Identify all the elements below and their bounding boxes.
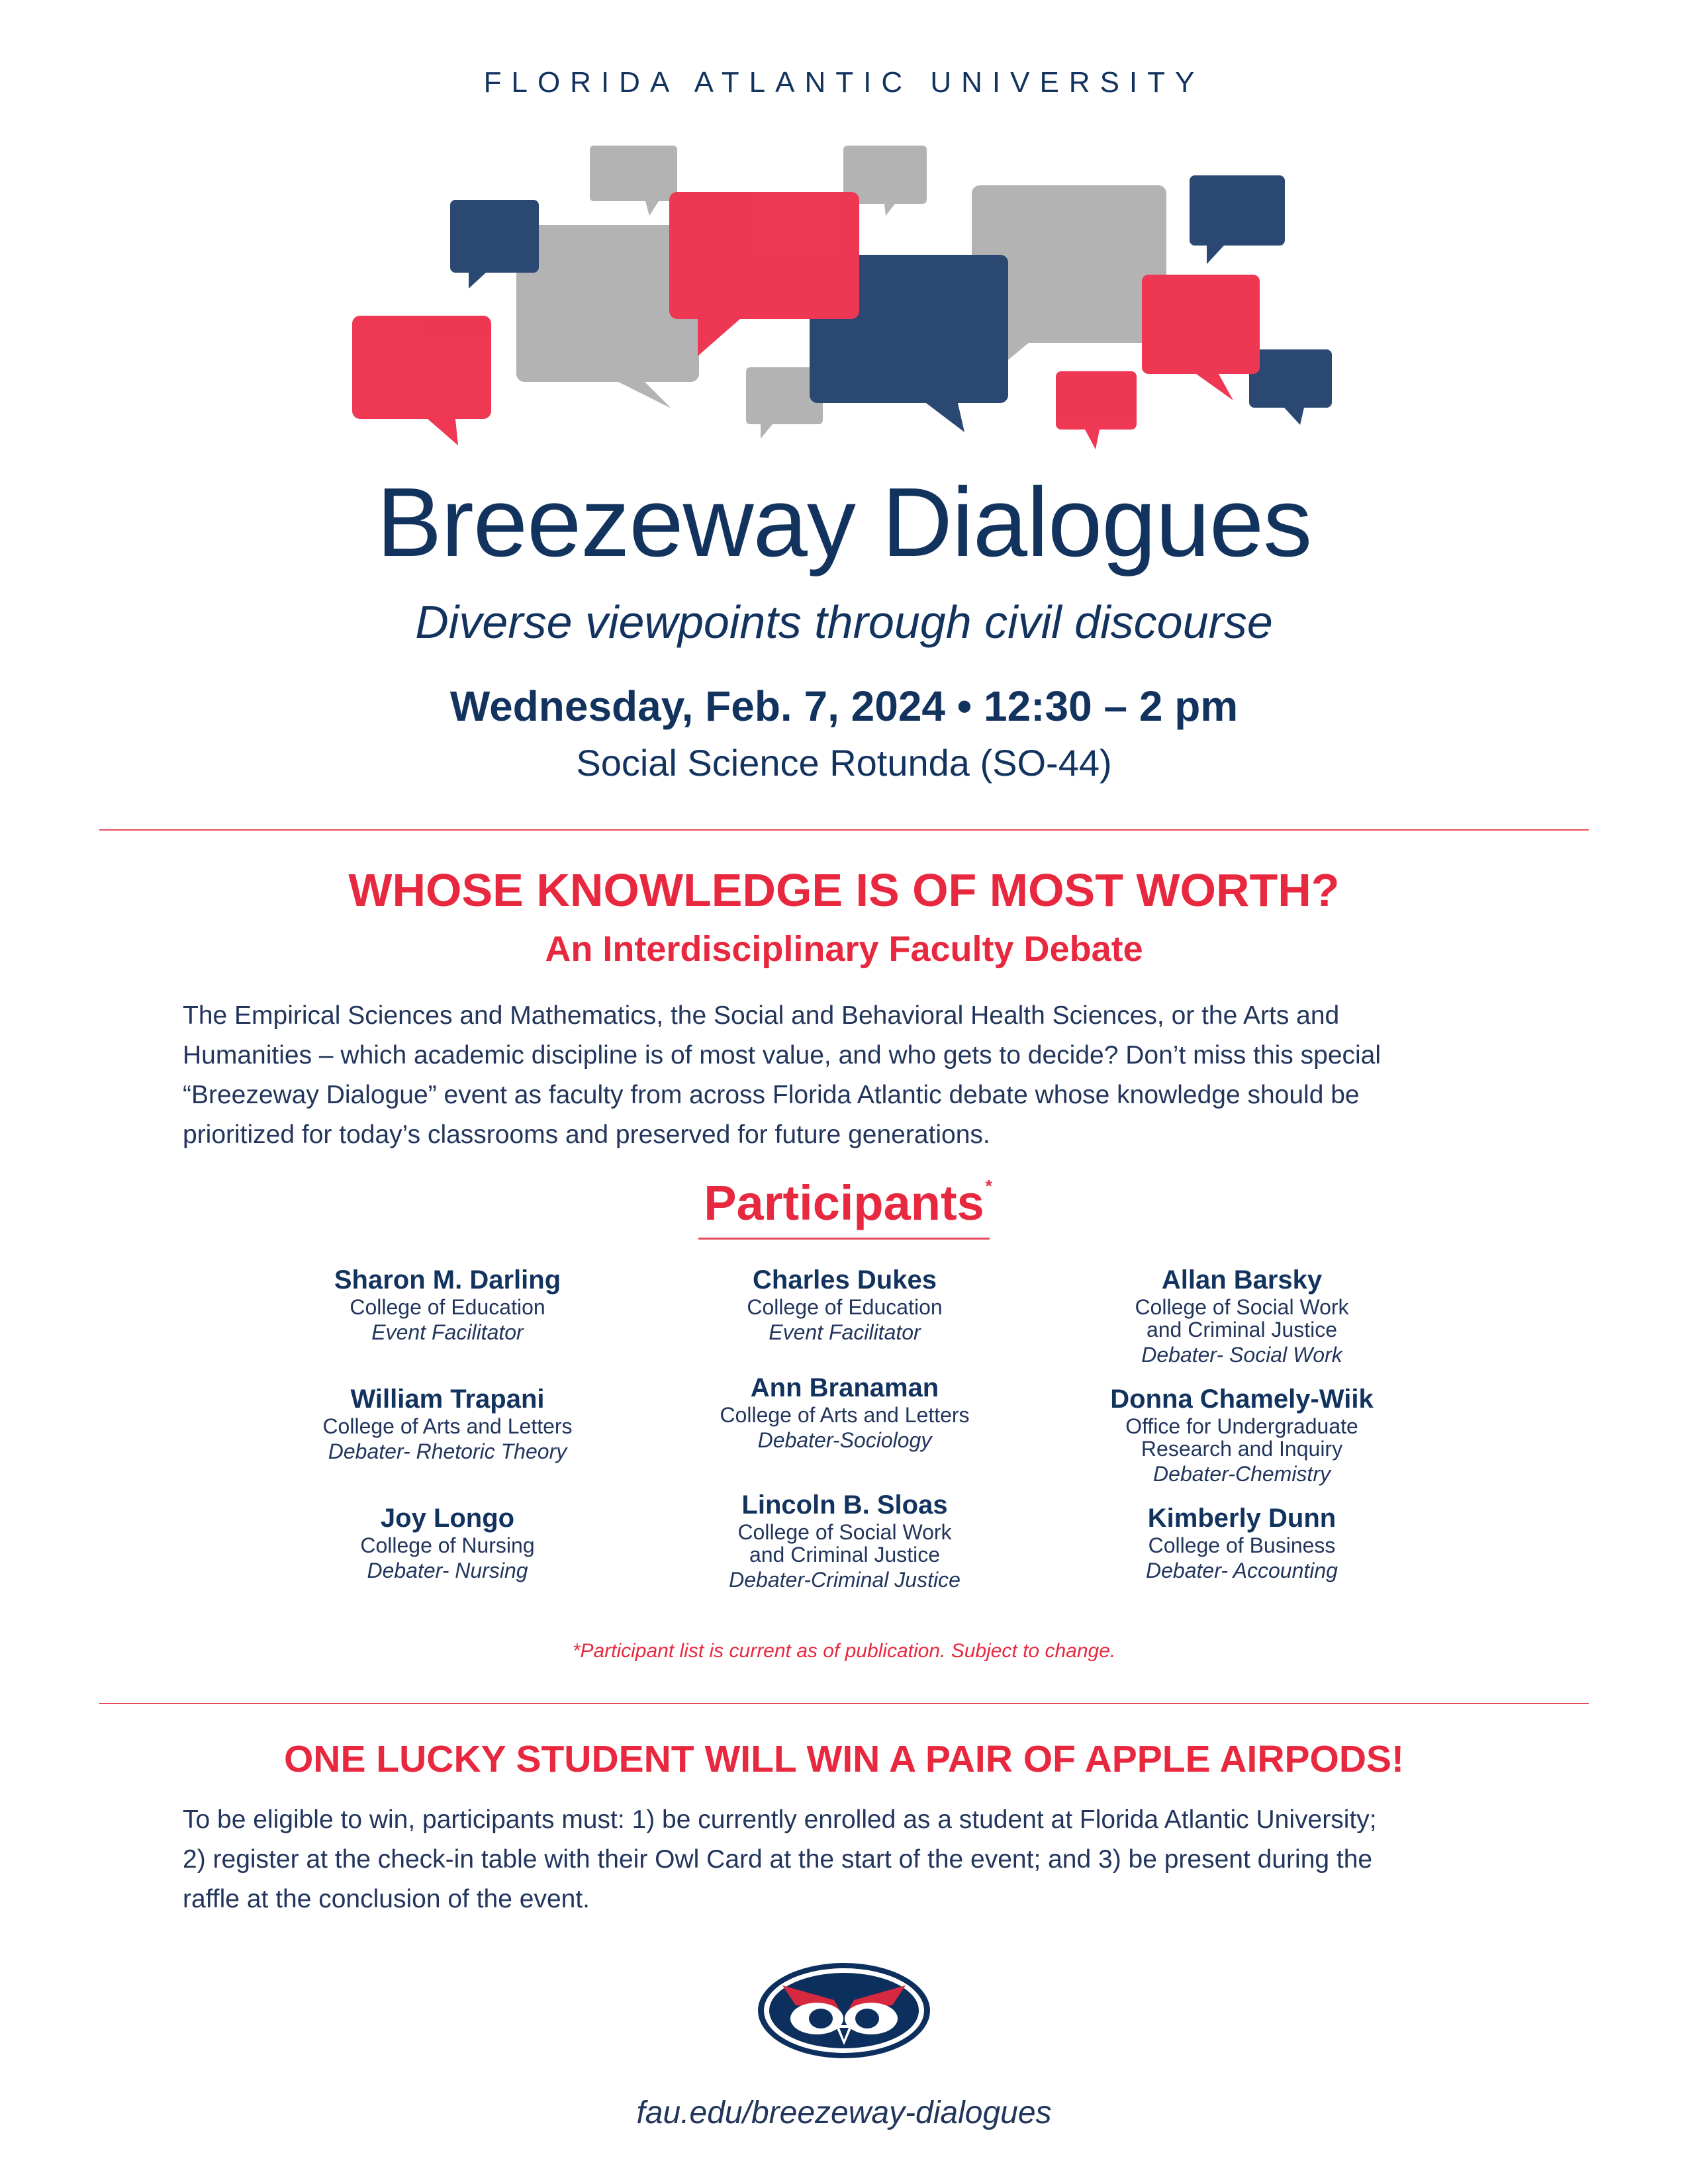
owl-logo-icon: [756, 1959, 932, 2065]
participant-dept: Research and Inquiry: [1141, 1437, 1343, 1461]
participant-name: Sharon M. Darling: [334, 1265, 561, 1295]
participant-role: Event Facilitator: [371, 1320, 524, 1344]
participant-name: Lincoln B. Sloas: [741, 1490, 948, 1520]
raffle-line: raffle at the conclusion of the event.: [183, 1885, 590, 1913]
participant-card: [633, 1489, 1056, 1594]
participant-card: [1030, 1383, 1454, 1488]
participant-dept: College of Education: [350, 1295, 545, 1319]
divider: [99, 829, 1589, 831]
description-line: Humanities – which academic discipline is of most value, and who gets to decide? Don’t miss this special: [183, 1041, 1382, 1069]
participant-role: Debater- Nursing: [367, 1559, 528, 1582]
participants-heading-text: Participants: [704, 1175, 984, 1230]
participant-role: Debater- Social Work: [1141, 1343, 1342, 1367]
asterisk-mark: *: [985, 1176, 992, 1196]
participants-section: [0, 1175, 1688, 1240]
debate-headline: WHOSE KNOWLEDGE IS OF MOST WORTH?: [348, 864, 1340, 916]
university-name: FLORIDA ATLANTIC UNIVERSITY: [483, 66, 1205, 99]
participant-dept: College of Education: [747, 1295, 943, 1319]
participant-card: [1030, 1502, 1454, 1584]
description-line: “Breezeway Dialogue” event as faculty from across Florida Atlantic debate whose knowledge should be: [183, 1081, 1360, 1109]
description-line: The Empirical Sciences and Mathematics, the Social and Behavioral Health Sciences, or the Arts and: [183, 1001, 1340, 1030]
participant-card: [633, 1264, 1056, 1346]
participant-dept: College of Social Work: [737, 1520, 952, 1544]
participant-role: Event Facilitator: [769, 1320, 921, 1344]
participant-role: Debater-Chemistry: [1153, 1462, 1331, 1486]
participant-role: Debater-Criminal Justice: [729, 1568, 961, 1592]
raffle-description: [183, 1800, 1507, 1919]
description-line: prioritized for today’s classrooms and preserved for future generations.: [183, 1120, 990, 1149]
participant-dept: College of Arts and Letters: [720, 1403, 970, 1427]
divider: [99, 1703, 1589, 1704]
participant-dept: and Criminal Justice: [1146, 1318, 1338, 1342]
debate-description: [183, 996, 1507, 1155]
participant-dept: and Criminal Justice: [749, 1543, 941, 1567]
participants-heading: [698, 1175, 990, 1240]
page-title: Breezeway Dialogues: [376, 468, 1312, 577]
participant-name: Kimberly Dunn: [1147, 1504, 1336, 1533]
event-url-link[interactable]: fau.edu/breezeway-dialogues: [636, 2095, 1052, 2130]
participant-card: [236, 1264, 659, 1346]
debate-subheadline: An Interdisciplinary Faculty Debate: [545, 929, 1143, 969]
participant-dept: College of Nursing: [360, 1533, 535, 1557]
raffle-heading: ONE LUCKY STUDENT WILL WIN A PAIR OF APPLE AIRPODS!: [283, 1738, 1405, 1780]
participant-name: Donna Chamely-Wiik: [1110, 1385, 1374, 1414]
participant-role: Debater- Accounting: [1146, 1559, 1338, 1582]
participant-role: Debater-Sociology: [757, 1428, 932, 1452]
participant-card: [1030, 1264, 1454, 1369]
participant-card: [236, 1502, 659, 1584]
participant-disclaimer: *Participant list is current as of publication. Subject to change.: [572, 1640, 1116, 1662]
participant-dept: College of Business: [1148, 1533, 1336, 1557]
event-venue: Social Science Rotunda (SO-44): [576, 742, 1112, 784]
tagline: Diverse viewpoints through civil discourse: [415, 596, 1273, 648]
participant-card: [633, 1372, 1056, 1454]
event-datetime: Wednesday, Feb. 7, 2024 • 12:30 – 2 pm: [449, 682, 1239, 730]
participant-name: Ann Branaman: [750, 1373, 939, 1402]
participant-name: Joy Longo: [380, 1504, 515, 1533]
participant-dept: College of Arts and Letters: [322, 1414, 573, 1438]
participant-card: [236, 1383, 659, 1465]
participant-dept: College of Social Work: [1135, 1295, 1349, 1319]
participant-name: William Trapani: [350, 1385, 545, 1414]
participant-role: Debater- Rhetoric Theory: [328, 1439, 567, 1463]
speech-bubbles-icon: [351, 142, 1344, 453]
raffle-line: 2) register at the check-in table with their Owl Card at the start of the event; and 3) be present during the: [183, 1845, 1373, 1874]
participant-name: Charles Dukes: [753, 1265, 937, 1295]
raffle-line: To be eligible to win, participants must: 1) be currently enrolled as a student at Florida Atlantic University;: [183, 1805, 1377, 1834]
participant-dept: Office for Undergraduate: [1125, 1414, 1358, 1438]
participant-name: Allan Barsky: [1161, 1265, 1323, 1295]
